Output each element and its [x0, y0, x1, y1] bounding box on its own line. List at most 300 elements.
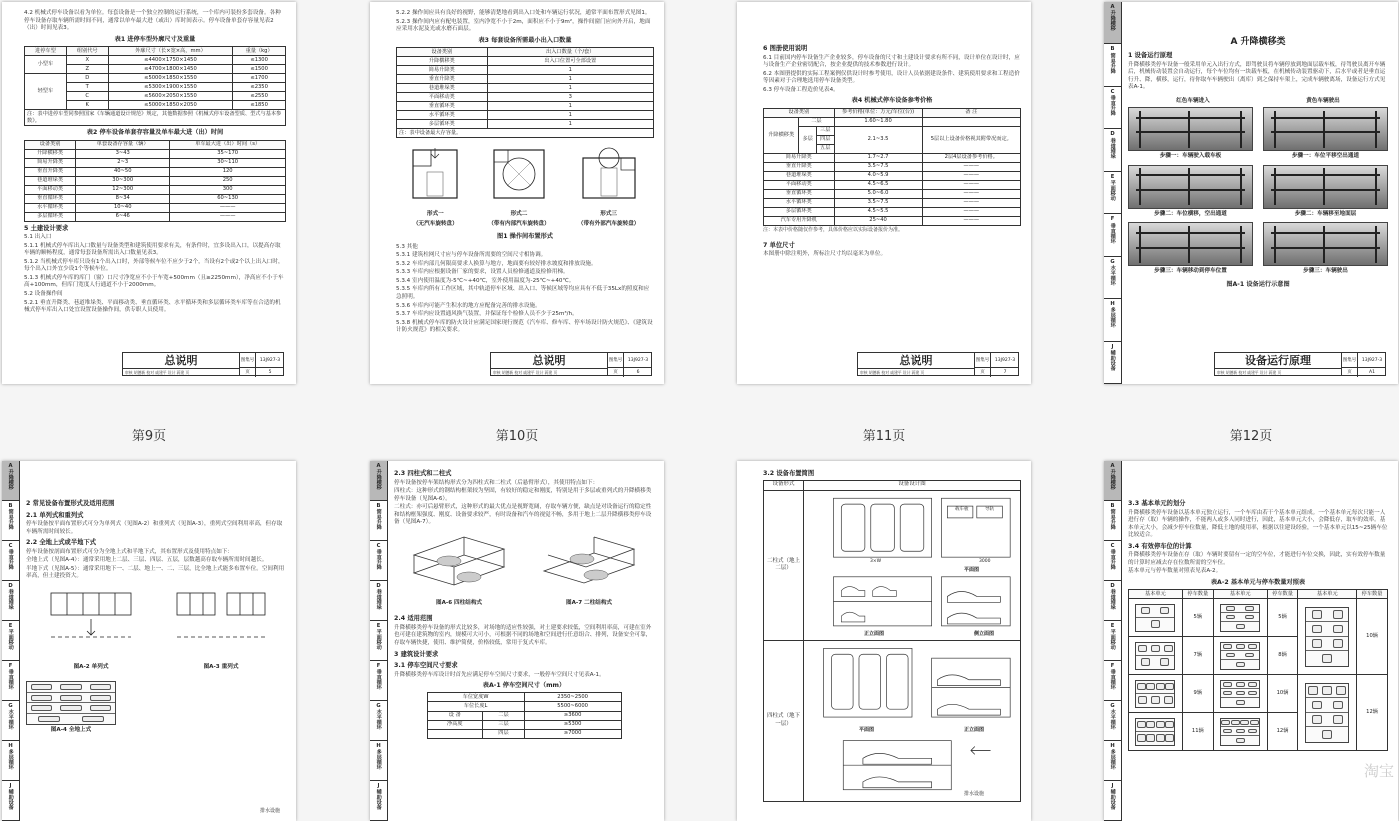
sidetab-letter: J	[9, 783, 12, 789]
table-row: 车位宽度W 2350~2500	[427, 693, 621, 702]
table-row: 简易升降类 1	[397, 66, 654, 75]
unit-diagram	[1220, 604, 1260, 632]
sidetab-name: 简易升降	[7, 509, 14, 531]
p12-column-title: 红色车辆进入	[1176, 97, 1210, 104]
table-row: 简易升降类 2~3 30~110	[25, 158, 286, 167]
unit-diagram	[1305, 683, 1349, 743]
sidetab-h[interactable]	[1104, 299, 1121, 341]
p16-unit-table	[1128, 589, 1388, 751]
table-header: 单车最大进（出）时间（s）	[170, 140, 286, 149]
table-header: 外廓尺寸（长×宽×高，mm）	[108, 47, 233, 56]
table-row: T ≤5300×1900×1550 ≤2350	[25, 83, 286, 92]
figure-caption: 图A-3 重列式	[203, 663, 239, 670]
p14-paragraph: 升降横移类停车库设计时首先应满足停车空间尺寸要求，一般停车空间尺寸见表A-1。	[394, 671, 605, 678]
sidetab-c[interactable]	[1104, 87, 1121, 129]
drawing-label: 载车板	[955, 506, 969, 512]
unit-diagram	[1220, 718, 1260, 746]
sidetab-name: 垂直升降	[375, 549, 382, 571]
atlas-number: 13J927-3	[1358, 353, 1386, 368]
sidetab-f[interactable]	[1104, 214, 1121, 256]
table-row: 四层 ≥7000	[427, 729, 621, 738]
drawing-label: 正立面图	[864, 630, 885, 637]
table-note: 注：表中设备最大存容量。	[397, 129, 654, 138]
sidetab-name: 垂直升降	[1109, 549, 1116, 571]
table-row: 巷道堆垛类 1	[397, 84, 654, 93]
sidetab-e[interactable]	[1104, 172, 1121, 214]
operation-room-plan-2-icon	[484, 144, 554, 206]
sidetab-name: 垂直循环	[1109, 222, 1116, 244]
sidetab-a	[370, 461, 387, 501]
row-label: 二柱式（地上二层）	[764, 491, 804, 641]
page-thumbnail-14[interactable]	[370, 461, 664, 821]
table-row: 9辆 10辆 12辆	[1129, 675, 1388, 713]
two-post-structure-icon	[534, 533, 644, 595]
sidetab-letter: E	[1110, 173, 1115, 180]
p9-table1	[24, 46, 286, 126]
atlas-number: 13J927-3	[624, 353, 652, 368]
p9-table2	[24, 140, 286, 222]
sidetab-letter: G	[8, 703, 13, 709]
p16-table-caption: 表A-2 基本单元与停车数量对照表	[1210, 578, 1306, 586]
p14-paragraph: 二柱式：亦可后悬臂形式，这种形式的最大优点是视野宽阔，存取车辆方便，缺点是对设备运行的稳定性和结构框架强度、刚度、设备要求较严，有时设备和汽车的视觉不畅，多用于地上二层升降横移类停车设备（见图A-7）。	[394, 504, 652, 526]
unit-diagram	[1135, 642, 1175, 670]
garage-3d-image	[1128, 165, 1253, 209]
p10-figure-1	[405, 144, 465, 230]
atlas-label: 图集号	[1342, 353, 1358, 368]
p10-paragraph: 5.3.6 车库内可能产生积水的地方应配备完善的排水设施。	[396, 302, 541, 309]
figure-label: 形式二	[510, 211, 528, 218]
table-header: 设备类别	[397, 48, 488, 57]
garage-3d-image	[1128, 107, 1253, 151]
sidetab-j	[370, 781, 387, 821]
garage-3d-image	[1263, 165, 1388, 209]
p14-heading-3-1: 3.1 停车空间尺寸要求	[394, 662, 458, 670]
table-row: 车位长度L 5500~6000	[427, 702, 621, 711]
page-thumbnail-11[interactable]	[737, 2, 1031, 384]
sidetab-name: 水平循环	[1109, 265, 1116, 286]
sidetab-name: 垂直升降	[7, 549, 14, 571]
table-header: 参考价格(单位：万元/车位(台))	[834, 108, 922, 117]
sidetab-name: 水平循环	[7, 709, 14, 731]
figure-caption: 图A-2 单列式	[73, 663, 109, 670]
table-header: 单套设备存容量（辆）	[76, 140, 170, 149]
p10-paragraph: 5.3.7 车库内应设置通风换气装置，并保证每个检修人员不少于25m³/h。	[396, 311, 578, 318]
sidetab-name: 平面移动	[1109, 180, 1116, 201]
sidetab-name: 多层循环	[1109, 749, 1116, 771]
sidetab-name: 多层循环	[7, 749, 14, 771]
step-caption: 步骤三：车辆移动到停车位置	[1154, 268, 1227, 275]
sidetab-name: 升降横移	[1109, 469, 1116, 491]
sidetab-letter: B	[1110, 46, 1115, 53]
p12-sheet-title: 设备运行原理	[1215, 353, 1341, 369]
step-caption: 步骤一：车辆驶入载车板	[1159, 153, 1222, 160]
sidetab-letter: G	[1110, 703, 1115, 709]
figure-label: 形式三	[600, 211, 618, 218]
sidetab-g[interactable]	[1104, 257, 1121, 299]
sidetab-letter: G	[1110, 258, 1115, 265]
p11-paragraph: 6.2 本图册提供的实际工程案例仅供设计时参考使用，设计人员依据建设条件、建筑使用要求和工程造价等因素对于合理地选用停车设备类型。	[763, 70, 1020, 85]
page-number: 6	[636, 370, 640, 375]
sidetab-e	[2, 621, 19, 661]
page-thumbnail-12[interactable]	[1104, 2, 1398, 384]
atlas-label: 图集号	[240, 353, 256, 368]
table-row: 升降横移类 出入口位置可全部设置	[397, 57, 654, 66]
p16-paragraph: 升降横移类停车设备以基本单元独立运行，一个车库由若干个基本单元组成。一个基本单元每次只能一人进行存（取）车辆的操作，不能两人或多人同时进行，因此，基本单元大小，会降低存，取车的效率。基本单元大小，会减少停车位数量，降低土地的使用率，根据以往建设经验，一个基本单元以15~25辆车位比较适合。	[1128, 509, 1388, 539]
operation-room-plan-1-icon	[405, 144, 465, 206]
sidetab-d	[1104, 581, 1121, 621]
p9-signature-row: 审核 胡德新 校对 戚建平 设计 蒋建 页	[125, 370, 190, 375]
step-figure	[1263, 222, 1388, 278]
p13-paragraph: 半地下式（见图A-5）：通常采用地下一、二层、地上一、二、三层，比全地上式能多布置车位。空间利用率高，但土建投资大。	[26, 565, 285, 580]
page-thumbnail-16[interactable]	[1104, 461, 1398, 821]
table-row: 四层	[764, 135, 1021, 144]
p13-paragraph: 停车设备按剖面布置形式可分为全地上式和半地下式，其布置形式及使用特点如下：	[26, 548, 233, 555]
sidetab-name: 简易升降	[375, 509, 382, 531]
sidetab-f	[2, 661, 19, 701]
p13-paragraph: 全地上式（见图A-4）：通常采用地上二层、三层、四层、五层，层数越高存取车辆所需时间越长。	[26, 557, 268, 564]
figure-sublabel: （带有外部汽车旋转盘）	[577, 220, 640, 227]
p11-heading-7: 7 单位尺寸	[763, 241, 795, 249]
p10-operation-room-figures	[396, 144, 654, 230]
p9-intro: 4.2 机械式停车设备以看为单位。每套设备是一个独立控制的运行系统，一个库内可装扮多套设备。各种停车设备存取车辆所需时间不同，通常以单车最大进（或出）库时间表示。停车设备单套存容量见表2（出）时间见表3。	[24, 10, 281, 32]
sidetab-letter: D	[8, 583, 13, 589]
garage-3d-image	[1263, 222, 1388, 266]
table-header: 进停车型	[25, 47, 67, 56]
p10-paragraph: 5.3.4 室内使用温度为-5℃~+40℃，室外使用温度为-25℃~+40℃。	[396, 277, 575, 284]
category-sidetabs	[2, 461, 20, 821]
table-note: 注：表中进停车型同参照国家《车辆通道设计规范》规定，其他数据参照《机械式停车设备型质、型式与基本参数》。	[25, 110, 286, 126]
figure-double-row	[171, 589, 271, 674]
table-row: 净高度 三层 ≥5300	[427, 720, 621, 729]
p9-sheet-title: 总说明	[123, 353, 239, 369]
sidetab-name: 辅助设备	[375, 789, 382, 811]
p15-four-post-drawings	[804, 641, 1020, 801]
table-row: 小型车 X ≤4400×1750×1450 ≤1300	[25, 56, 286, 65]
sidetab-name: 垂直循环	[375, 669, 382, 691]
table-row: 升降横移类 二层 1.60~1.80	[764, 117, 1021, 126]
sidetab-letter: C	[8, 543, 13, 549]
p13-heading-2: 2 常见设备布置形式及适用范围	[26, 500, 115, 507]
page-thumbnail-15[interactable]	[737, 461, 1031, 821]
sidetab-letter: G	[376, 703, 381, 709]
sidetab-j	[2, 781, 19, 821]
table-header: 组别代号	[66, 47, 108, 56]
table-row: 11辆 12辆	[1129, 713, 1388, 751]
table-row: 垂直升降类 40~50 120	[25, 167, 286, 176]
table-header: 停车数量	[1182, 590, 1213, 599]
figure-caption: 图A-6 四柱结构式	[435, 599, 483, 606]
sidetab-h	[370, 741, 387, 781]
category-sidetabs	[1104, 2, 1122, 384]
unit-diagram	[1220, 680, 1260, 708]
sidetab-b[interactable]	[1104, 44, 1121, 86]
p9-title-block	[122, 352, 284, 376]
table-row: 水平循环类 10~40 ———	[25, 203, 286, 212]
page-label-10[interactable]: 第10页	[495, 429, 539, 444]
sidetab-letter: J	[1111, 783, 1114, 789]
table-row: 7辆 8辆	[1129, 637, 1388, 675]
sidetab-name: 水平循环	[1109, 709, 1116, 731]
table-row: Z ≤4700×1800×1450 ≤1500	[25, 65, 286, 74]
table-header: 备 注	[922, 108, 1020, 117]
sidetab-letter: C	[376, 543, 381, 549]
sidetab-name: 升降横移	[1109, 10, 1116, 32]
table-row: 垂直升降类 1	[397, 75, 654, 84]
table-row: 平面移动类 4.5~6.5 ———	[764, 180, 1021, 189]
sidetab-name: 垂直循环	[1109, 669, 1116, 691]
p10-paragraph: 5.3.3 车库内应根据设备厂家的要求，设置人员检修通道及检修用梯。	[396, 269, 569, 276]
sidetab-letter: J	[377, 783, 380, 789]
p10-title-block	[490, 352, 652, 376]
p12-heading-1: 1 设备运行原理	[1128, 52, 1173, 60]
sidetab-letter: D	[1110, 583, 1115, 589]
p10-paragraph: 5.2.3 操作间内应有配电装置，室内净宽不小于2m，面积应不小于9m²，操作间窗门应向外开启，地面应采用水泥及光或水磨石面层。	[396, 18, 651, 33]
sidetab-name: 升降横移	[375, 469, 382, 491]
p14-heading-2-3: 2.3 四柱式和二柱式	[394, 470, 452, 477]
sidetab-a	[1104, 461, 1121, 501]
table-row: 垂直升降类 3.5~7.5 ———	[764, 162, 1021, 171]
sidetab-letter: J	[1111, 343, 1114, 350]
sidetab-letter: A	[376, 463, 381, 469]
sidetab-h	[1104, 741, 1121, 781]
p10-sheet-title: 总说明	[491, 353, 607, 369]
sidetab-name: 巷道堆垛	[1109, 137, 1116, 159]
sidetab-letter: H	[376, 743, 381, 749]
p11-title-block	[857, 352, 1019, 376]
table-row: 垂直循环类 5.0~6.0 ———	[764, 189, 1021, 198]
page-label-9[interactable]: 第9页	[131, 429, 167, 444]
table-row: 升降横移类 3~43 35~170	[25, 149, 286, 158]
sidetab-letter: E	[8, 623, 13, 629]
unit-diagram	[1135, 718, 1175, 746]
p16-paragraph: 升降横移类停车设备在存（取）车辆时要留有一定的空车位，才能进行车位交换，因此，实有效停车数量的计算时应减去存在位数所需的空车位。	[1128, 552, 1386, 566]
sidetab-c	[370, 541, 387, 581]
sidetab-name: 巷道堆垛	[375, 589, 382, 611]
sidetab-letter: E	[1110, 623, 1115, 629]
sidetab-name: 多层循环	[1109, 307, 1116, 329]
sidetab-letter: B	[376, 503, 381, 509]
p10-table3	[396, 47, 654, 138]
p12-big-title: A 升降横移类	[1230, 37, 1286, 47]
four-post-structure-icon	[404, 533, 514, 595]
sidetab-name: 垂直循环	[7, 669, 14, 691]
p10-paragraph: 5.3.8 机械式停车库的防火设计应满足国家现行规范《汽车库、修车库、停车场设计防火规范》、《建筑设计防火规范》的相关要求。	[396, 319, 653, 334]
sidetab-letter: F	[8, 663, 13, 669]
p11-paragraph: 6.3 停车设备工程造价见表4。	[763, 86, 839, 93]
sidetab-e	[370, 621, 387, 661]
sidetab-a	[2, 461, 19, 501]
sidetab-f	[1104, 661, 1121, 701]
figure-caption: 图A-7 二柱结构式	[565, 599, 613, 606]
page-word: 页	[975, 368, 991, 377]
two-post-plan-elevation-icon	[804, 491, 1020, 641]
table-header: 设备设计图	[804, 481, 1020, 491]
table-row: 平面移动类 12~300 300	[25, 185, 286, 194]
sidetab-name: 辅助设备	[7, 789, 14, 811]
sidetab-letter: C	[1110, 543, 1115, 549]
p10-figure-3	[573, 144, 645, 230]
p10-paragraph: 5.3.2 车库内部几何限高要求人换算与地方，地面要有较好排水坡度和排放设施。	[396, 260, 597, 267]
p13-heading-2-2: 2.2 全地上式或半地下式	[26, 539, 97, 547]
above-ground-elevation	[26, 681, 116, 725]
drawing-label: 平面图	[859, 726, 875, 733]
table-row: K ≤5000×1850×2050 ≤1850	[25, 101, 286, 110]
row-label: 四柱式（地下一层）	[764, 641, 804, 801]
sidetab-b	[1104, 501, 1121, 541]
p10-paragraph: 5.3.5 车库内所有工作区域，其中轨道停车区域、出入口、等候区域等均应具有不低于35Lx的照度和应急照明。	[396, 286, 650, 300]
four-post-plan-elevation-icon	[804, 641, 1020, 801]
p11-heading-6: 6 图册使用说明	[763, 45, 808, 52]
sidetab-name: 巷道堆垛	[7, 589, 14, 611]
sidetab-letter: A	[8, 463, 13, 469]
sidetab-letter: D	[376, 583, 381, 589]
p11-paragraph: 6.1 目前国内停车设备生产企业较多，停车设备的尺寸和土建设计要求有所不同，设计单位在设计时，应与设备生产企业密切配合，按企业提供的技术参数进行设计。	[763, 54, 1020, 69]
drawing-label: 平面图	[964, 566, 980, 573]
p12-column-title: 黄色车辆驶出	[1306, 97, 1340, 104]
sidetab-name: 平面移动	[375, 629, 382, 651]
p14-structure-figures	[394, 533, 654, 610]
step-figure	[1128, 107, 1253, 163]
table-row: 多层循环类 6~46 ———	[25, 212, 286, 221]
page-thumbnail-10[interactable]	[370, 2, 664, 384]
unit-diagram	[1135, 680, 1175, 708]
page-label-11[interactable]: 第11页	[862, 429, 906, 444]
unit-diagram	[1135, 604, 1175, 632]
table-row: 简易升降类 1.7~2.7 2层4层设备参考价格。	[764, 153, 1021, 162]
sidetab-h	[2, 741, 19, 781]
p12-figure-caption: 图A-1 设备运行示意图	[1226, 281, 1290, 289]
figure-hint: 排水设施	[259, 808, 280, 815]
sidetab-c	[1104, 541, 1121, 581]
sidetab-name: 平面移动	[1109, 629, 1116, 651]
sidetab-letter: F	[1110, 663, 1115, 669]
sidetab-letter: H	[1110, 743, 1115, 749]
table-row: 巷道堆垛类 30~300 250	[25, 176, 286, 185]
p9-paragraph: 5.1.2 当机械式停车库只设有1个出入口时，外部等候车位不应少于2个，当设有2个或2个以上出入口时，每个出入口外宜少设1个等候车位。	[24, 258, 284, 273]
sidetab-letter: H	[1110, 301, 1115, 308]
p9-table2-caption: 表2 停车设备单套存容量及单车最大进（出）时间	[86, 129, 224, 137]
table-header: 停车数量	[1357, 590, 1388, 599]
sidetab-letter: A	[1110, 4, 1115, 10]
p13-heading-2-1: 2.1 单列式和重列式	[26, 511, 84, 519]
table-row: 水平循环类 3.5~7.5 ———	[764, 198, 1021, 207]
step-caption: 步骤二：车位横移，空出通道	[1154, 210, 1227, 217]
figure-two-post	[534, 533, 644, 610]
p10-figure-caption: 图1 操作间布置形式	[497, 233, 553, 241]
table-row: 垂直循环类 8~34 60~130	[25, 194, 286, 203]
p16-heading-3-4: 3.4 有效停车位的计算	[1128, 542, 1192, 550]
p14-space-table	[427, 692, 622, 738]
p11-table4-caption: 表4 机械式停车设备参考价格	[851, 97, 933, 105]
p10-sec53: 5.3 其他	[396, 243, 418, 250]
table-row: 多层循环类 4.5~5.5 ———	[764, 207, 1021, 216]
p12-paragraph: 升降横移类停车设备一般采用单元入出行方式，即驾驶员将车辆停放到地面层载车板，待驾驶员离开车辆后，机械传动装置会自动运行，每个车位均有一块载车板，在机械传动装置驱动下，后水平或者是垂直运行升、降，横移，运行，待你取车车辆驶出（离库）到之保持车架上，完成车辆驶离场，设备运行方式见表A-1。	[1128, 61, 1386, 91]
sidetab-g	[370, 701, 387, 741]
atlas-label: 图集号	[975, 353, 991, 368]
sidetab-name: 巷道堆垛	[1109, 589, 1116, 611]
p16-heading-3-3: 3.3 基本单元的划分	[1128, 500, 1186, 507]
page-thumbnail-13[interactable]	[2, 461, 296, 821]
table-row: C ≤5600×2050×1550 ≤2550	[25, 92, 286, 101]
drawing-label: 导轨	[985, 506, 994, 512]
table-row: 多层循环类 1	[397, 120, 654, 129]
p14-heading-2-4: 2.4 适用范围	[394, 615, 433, 623]
sidetab-e	[1104, 621, 1121, 661]
sidetab-d[interactable]	[1104, 129, 1121, 171]
table-row: 多层 三层 2.1~3.5 5层以上设备价格视其附带况而定。	[764, 126, 1021, 135]
sidetab-letter: B	[8, 503, 13, 509]
p15-layout-table	[763, 480, 1021, 802]
table-row: 水平循环类 1	[397, 111, 654, 120]
table-note: 注：本表中价格随仅作参考，具体价格应以实际设备报价为准。	[763, 226, 904, 233]
p15-heading-3-2: 3.2 设备布置简图	[763, 470, 815, 477]
table-header: 设备形式	[764, 481, 804, 491]
p9-table1-caption: 表1 进停车型外廓尺寸及重量	[114, 35, 196, 43]
sidetab-letter: F	[376, 663, 381, 669]
p14-paragraph: 升降横移类停车设备的形式比较多，对场地的适应性较强，对土建要求较低，空间利用率高，可建在室外也可建在建筑物的室内，规模可大可小，可根据不同的场地和空间进行任意组合、排列，设备安全可靠，存取车辆快捷，使用、维护简便，价格较低，常用于复式车库。	[394, 624, 652, 647]
sidetab-letter: D	[1110, 131, 1115, 138]
p12-title-block	[1214, 352, 1386, 376]
unit-diagram	[1220, 642, 1260, 670]
table-header: 重量（kg）	[233, 47, 286, 56]
page-number: 7	[1003, 370, 1007, 375]
drawing-label: 侧立面图	[974, 630, 995, 637]
double-row-layout-icon	[171, 589, 271, 659]
page-word: 页	[1342, 368, 1358, 377]
sidetab-g	[1104, 701, 1121, 741]
sidetab-name: 辅助设备	[1109, 349, 1116, 371]
sidetab-f	[370, 661, 387, 701]
p9-sec5-title: 5 土建设计要求	[24, 224, 69, 232]
page-thumbnail-9[interactable]	[2, 2, 296, 384]
sidetab-j[interactable]	[1104, 342, 1121, 384]
figure-above-ground	[26, 681, 116, 735]
figure-caption: 图A-4 全地上式	[50, 727, 92, 734]
category-sidetabs	[370, 461, 388, 821]
table-row: 5辆 5辆 10辆	[1129, 599, 1388, 637]
p14-paragraph: 停车设备按停车架结构形式分为四柱式和二柱式（后悬臂形式），其使用特点如下：	[394, 479, 599, 486]
p11-sheet-title: 总说明	[858, 353, 974, 369]
step-figure	[1263, 107, 1388, 163]
p11-paragraph: 本图册中除注明外，所标注尺寸均以毫米为单位。	[763, 251, 887, 258]
sidetab-name: 平面移动	[7, 629, 14, 651]
p10-table3-caption: 表3 每套设备所需最小出入口数量	[478, 36, 572, 44]
sidetab-a[interactable]	[1104, 2, 1121, 44]
sidetab-letter: B	[1110, 503, 1115, 509]
page-label-12[interactable]: 第12页	[1229, 429, 1273, 444]
sidetab-d	[370, 581, 387, 621]
table-header: 出入口数量（个/套）	[487, 48, 653, 57]
p9-sec5-1: 5.1 出入口	[24, 234, 52, 241]
p15-two-post-drawings	[804, 491, 1020, 641]
step-caption: 步骤一：车位平移空出通道	[1291, 153, 1360, 160]
p10-paragraph: 5.3.1 建筑柱网尺寸应与停车设备所需要的空间尺寸相协调。	[396, 252, 547, 259]
table-row: 轻型车 D ≤5000×1850×1550 ≤1700	[25, 74, 286, 83]
step-figure	[1128, 222, 1253, 278]
page-number: 5	[268, 370, 272, 375]
sidetab-letter: E	[376, 623, 381, 629]
step-caption: 步骤三：车辆驶出	[1303, 268, 1348, 275]
watermark-text: 淘宝	[1363, 761, 1394, 780]
dimension-label: 3000	[979, 558, 991, 564]
table-header: 设备类别	[25, 140, 76, 149]
p9-paragraph: 5.1.1 机械式停车库出入口数量与设备类型和建筑使用要求有关，有条件时，宜多设出入口，以提高存取车辆的顺畅程度，通常每套设备所需出入口数量见表3。	[24, 242, 281, 257]
garage-3d-image	[1263, 107, 1388, 151]
sidetab-name: 水平循环	[375, 709, 382, 731]
p14-heading-3: 3 建筑设计要求	[394, 650, 439, 658]
sidetab-name: 辅助设备	[1109, 789, 1116, 811]
page-word: 页	[608, 368, 624, 377]
